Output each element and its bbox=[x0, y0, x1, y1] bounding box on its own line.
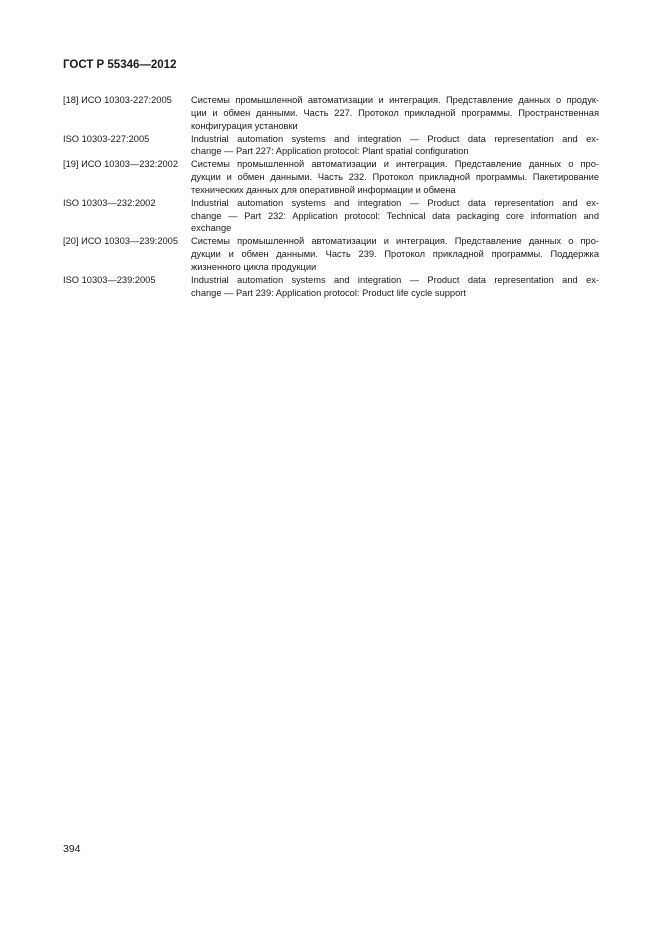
entry-label: [18] ИСО 10303-227:2005 bbox=[63, 95, 172, 105]
entry-text bbox=[191, 235, 599, 274]
page-number: 394 bbox=[63, 843, 81, 855]
entry-label: ISO 10303—232:2002 bbox=[63, 197, 156, 208]
bibliography-entry bbox=[63, 274, 599, 300]
bibliography-list bbox=[63, 94, 599, 300]
text-line: change — Part 239: Application protocol: Product life cycle support bbox=[191, 287, 466, 298]
text-line: конфигурация установки bbox=[191, 120, 298, 131]
text-line: Industrial automation systems and integration — Product data representation and ex- bbox=[191, 197, 599, 208]
text-line: технических данных для оперативной информации и обмена bbox=[191, 184, 456, 195]
entry-label: [19] ИСО 10303—232:2002 bbox=[63, 159, 179, 170]
text-line: дукции и обмен данными. Часть 232. Протокол прикладной программы. Пакетирование bbox=[191, 172, 599, 183]
text-line: change — Part 227: Application protocol: Plant spatial configuration bbox=[191, 146, 469, 157]
entry-label: [20] ИСО 10303—239:2005 bbox=[63, 236, 179, 247]
bibliography-entry bbox=[63, 133, 599, 159]
text-line: жизненного цикла продукции bbox=[191, 261, 317, 272]
entry-text bbox=[191, 158, 599, 197]
text-line: Industrial automation systems and integration — Product data representation and ex- bbox=[191, 133, 599, 144]
text-line: change — Part 232: Application protocol: Technical data packaging core information and bbox=[191, 210, 599, 221]
text-line: Industrial automation systems and integration — Product data representation and ex- bbox=[191, 274, 599, 285]
entry-label: ISO 10303—239:2005 bbox=[63, 274, 156, 285]
bibliography-entry bbox=[63, 197, 599, 236]
document-header: ГОСТ Р 55346—2012 bbox=[63, 59, 177, 71]
text-line: exchange bbox=[191, 223, 232, 234]
entry-text bbox=[191, 94, 599, 133]
bibliography-entry bbox=[63, 158, 599, 197]
entry-text bbox=[191, 274, 599, 300]
text-line: Системы промышленной автоматизации и интеграция. Представление данных о про- bbox=[191, 159, 599, 170]
text-line: дукции и обмен данными. Часть 239. Протокол прикладной программы. Поддержка bbox=[191, 249, 599, 260]
entry-label: ISO 10303-227:2005 bbox=[63, 133, 150, 144]
bibliography-entry bbox=[63, 235, 599, 274]
text-line: Системы промышленной автоматизации и интеграция. Представление данных о продук- bbox=[191, 95, 599, 105]
entry-text bbox=[191, 133, 599, 159]
entry-text bbox=[191, 197, 599, 236]
bibliography-entry bbox=[63, 94, 599, 133]
text-line: Системы промышленной автоматизации и интеграция. Представление данных о про- bbox=[191, 236, 599, 247]
text-line: ции и обмен данными. Часть 227. Протокол прикладной программы. Пространственная bbox=[191, 107, 599, 118]
